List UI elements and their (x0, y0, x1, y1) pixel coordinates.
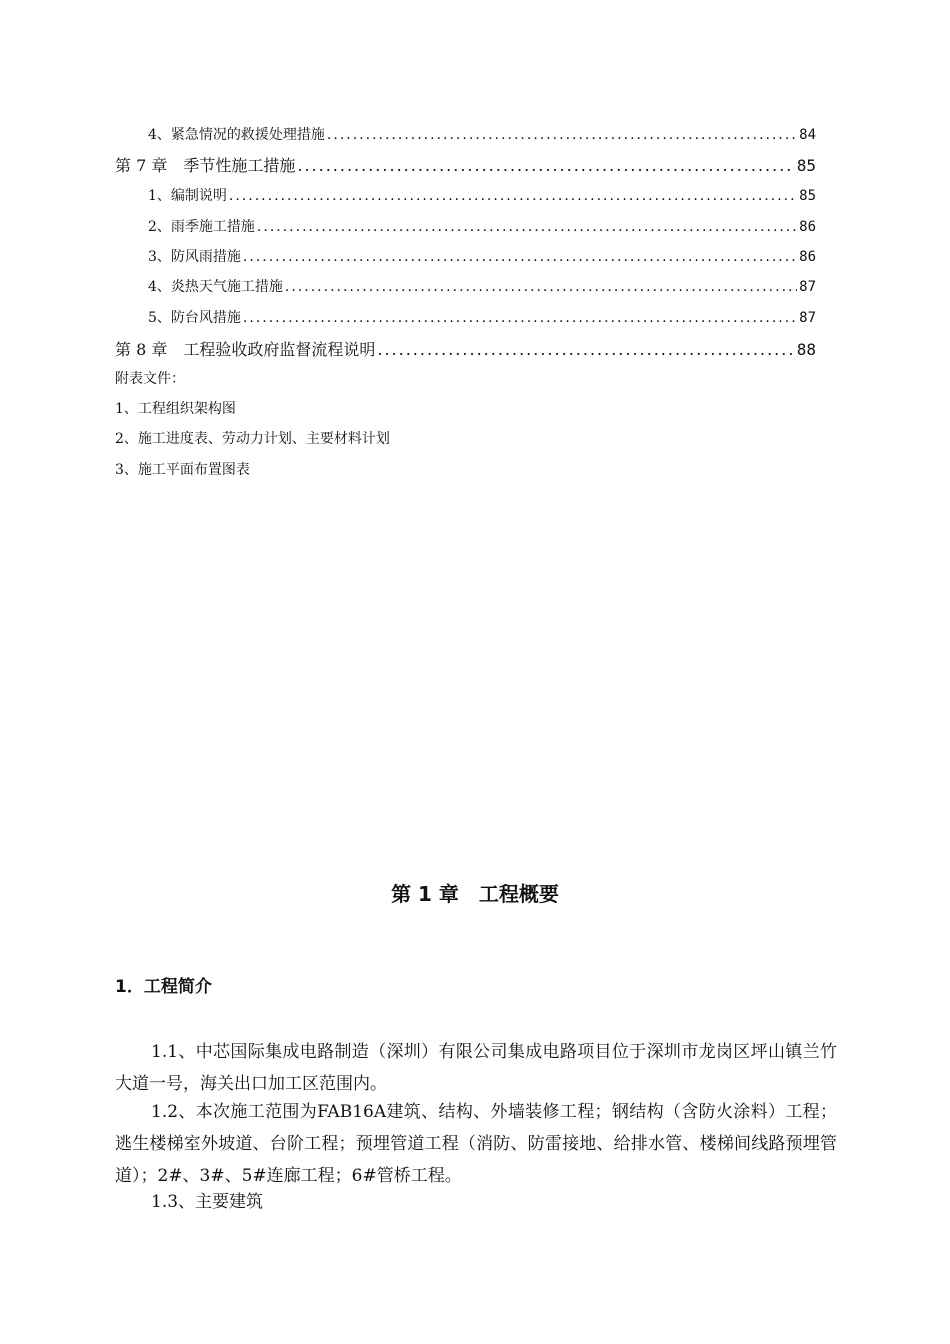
toc-entry-page: 87 (799, 310, 816, 326)
toc-entry-label: 第 8 章 工程验收政府监督流程说明 (115, 340, 376, 359)
toc-entry-label: 3、防风雨措施 (148, 249, 241, 265)
toc-entry-page: 87 (799, 279, 816, 295)
toc-entry-label: 第 7 章 季节性施工措施 (115, 156, 296, 175)
toc-leader-dots (243, 249, 797, 265)
toc-entry-label: 1、编制说明 (148, 188, 227, 204)
attachment-item: 1、工程组织架构图 (115, 401, 236, 417)
section-title: 1．工程简介 (115, 977, 212, 997)
toc-entry-page: 85 (796, 156, 816, 175)
toc-entry-chapter[interactable] (115, 337, 816, 359)
toc-leader-dots (257, 219, 797, 235)
toc-entry[interactable] (148, 124, 816, 144)
toc-entry-label: 5、防台风措施 (148, 310, 241, 326)
body-paragraph: 1.3、主要建筑 (151, 1192, 264, 1212)
toc-entry-page: 86 (799, 219, 816, 235)
attachments-heading: 附表文件： (115, 371, 185, 387)
toc-leader-dots (285, 279, 797, 295)
toc-entry-page: 88 (796, 340, 816, 359)
toc-leader-dots (297, 156, 794, 175)
toc-entry-label: 4、紧急情况的救援处理措施 (148, 127, 325, 143)
toc-leader-dots (327, 127, 797, 143)
chapter-title: 第 1 章 工程概要 (391, 882, 559, 906)
toc-leader-dots (243, 310, 797, 326)
toc-entry-label: 4、炎热天气施工措施 (148, 279, 283, 295)
toc-entry[interactable] (148, 216, 816, 236)
toc-leader-dots (229, 188, 797, 204)
body-paragraph: 1.1、中芯国际集成电路制造（深圳）有限公司集成电路项目位于深圳市龙岗区坪山镇兰竹大道一号，海关出口加工区范围内。 (115, 1042, 837, 1094)
attachment-item: 2、施工进度表、劳动力计划、主要材料计划 (115, 431, 390, 447)
toc-entry[interactable] (148, 307, 816, 327)
toc-entry[interactable] (148, 185, 816, 205)
toc-entry[interactable] (148, 276, 816, 296)
toc-entry[interactable] (148, 246, 816, 266)
toc-entry-page: 86 (799, 249, 816, 265)
toc-entry-chapter[interactable] (115, 153, 816, 175)
toc-entry-page: 84 (799, 127, 816, 143)
body-paragraph: 1.2、本次施工范围为FAB16A建筑、结构、外墙装修工程；钢结构（含防火涂料）工程；逃生楼梯室外坡道、台阶工程；预埋管道工程（消防、防雷接地、给排水管、楼梯间线路预埋管道）；2#、3#、5#连廊工程；6#管桥工程。 (115, 1102, 837, 1186)
toc-entry-page: 85 (799, 188, 816, 204)
attachment-item: 3、施工平面布置图表 (115, 462, 250, 478)
toc-leader-dots (377, 340, 794, 359)
toc-entry-label: 2、雨季施工措施 (148, 219, 255, 235)
